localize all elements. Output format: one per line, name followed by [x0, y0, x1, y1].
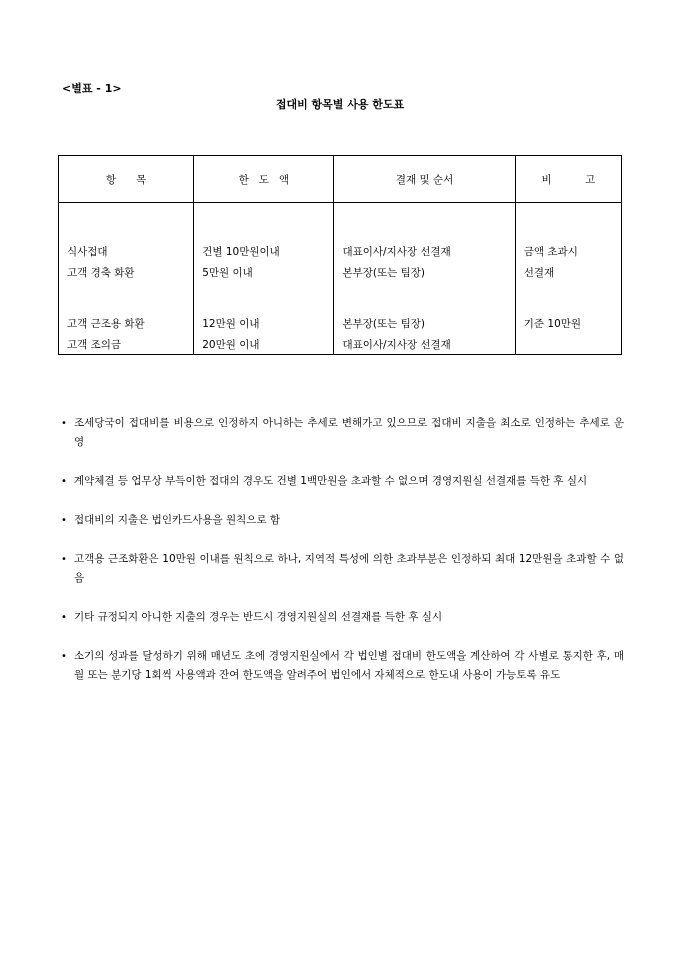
amount-cell: [194, 203, 334, 355]
header-note: 비 고: [515, 156, 621, 203]
header-approval: 결재 및 순서: [334, 156, 515, 203]
amount-text: 건별 10만원이내: [202, 246, 280, 258]
note-text: 선결재: [523, 267, 555, 279]
page-title: 접대비 항목별 사용 한도표: [275, 98, 405, 111]
approval-text: 대표이사/지사장 선결재: [342, 339, 451, 351]
list-item-text: 조세당국이 접대비를 비용으로 인정하지 아니하는 추세로 변해가고 있으므로 접대비 지출을 최소로 인정하는 추세로 운영: [74, 417, 624, 448]
list-item: [58, 472, 624, 491]
table-header-row: [59, 156, 622, 203]
item-text: 식사접대: [67, 246, 108, 258]
approval-text: 본부장(또는 팀장): [342, 267, 425, 279]
amount-text: 20만원 이내: [202, 339, 260, 351]
bullet-icon: •: [61, 418, 67, 429]
note-cell: [515, 203, 621, 355]
bullet-icon: •: [61, 515, 67, 526]
item-text: 고객 근조용 화환: [67, 318, 145, 330]
list-item-text: 접대비의 지출은 법인카드사용을 원칙으로 함: [74, 514, 281, 526]
approval-cell: [334, 203, 515, 355]
bullet-icon: •: [61, 651, 67, 662]
header-item: 항 목: [59, 156, 194, 203]
list-item: [58, 647, 624, 685]
list-item: [58, 511, 624, 530]
bullet-icon: •: [61, 612, 67, 623]
bullet-icon: •: [61, 554, 67, 565]
annex-label: <별표 - 1>: [62, 82, 122, 95]
list-item: [58, 608, 624, 627]
list-item: [58, 550, 624, 588]
note-text: 금액 초과시: [523, 246, 578, 258]
limit-table: [58, 155, 622, 355]
list-item-text: 소기의 성과를 달성하기 위해 매년도 초에 경영지원실에서 각 법인별 접대비 한도액을 계산하여 각 사별로 통지한 후, 매월 또는 분기당 1회씩 사용액과 잔여 한도액을 알려주어 법인에서 자체적으로 한도내 사용이 가능토록 유도: [74, 650, 624, 681]
table-row: [59, 203, 622, 355]
list-item-text: 기타 규정되지 아니한 지출의 경우는 반드시 경영지원실의 선결재를 득한 후 실시: [74, 611, 443, 623]
list-item: [58, 414, 624, 452]
amount-text: 12만원 이내: [202, 318, 260, 330]
policy-list: [58, 414, 624, 705]
amount-text: 5만원 이내: [202, 267, 253, 279]
list-item-text: 계약체결 등 업무상 부득이한 접대의 경우도 건별 1백만원을 초과할 수 없으며 경영지원실 선결재를 득한 후 실시: [74, 475, 588, 487]
bullet-icon: •: [61, 476, 67, 487]
list-item-text: 고객용 근조화환은 10만원 이내를 원칙으로 하나, 지역적 특성에 의한 초과부분은 인정하되 최대 12만원을 초과할 수 없음: [74, 553, 624, 584]
item-text: 고객 조의금: [67, 339, 122, 351]
approval-text: 본부장(또는 팀장): [342, 318, 425, 330]
header-amount: 한 도 액: [194, 156, 334, 203]
note-text: 기준 10만원: [523, 318, 582, 330]
item-text: 고객 경축 화환: [67, 267, 135, 279]
approval-text: 대표이사/지사장 선결재: [342, 246, 451, 258]
item-cell: [59, 203, 194, 355]
